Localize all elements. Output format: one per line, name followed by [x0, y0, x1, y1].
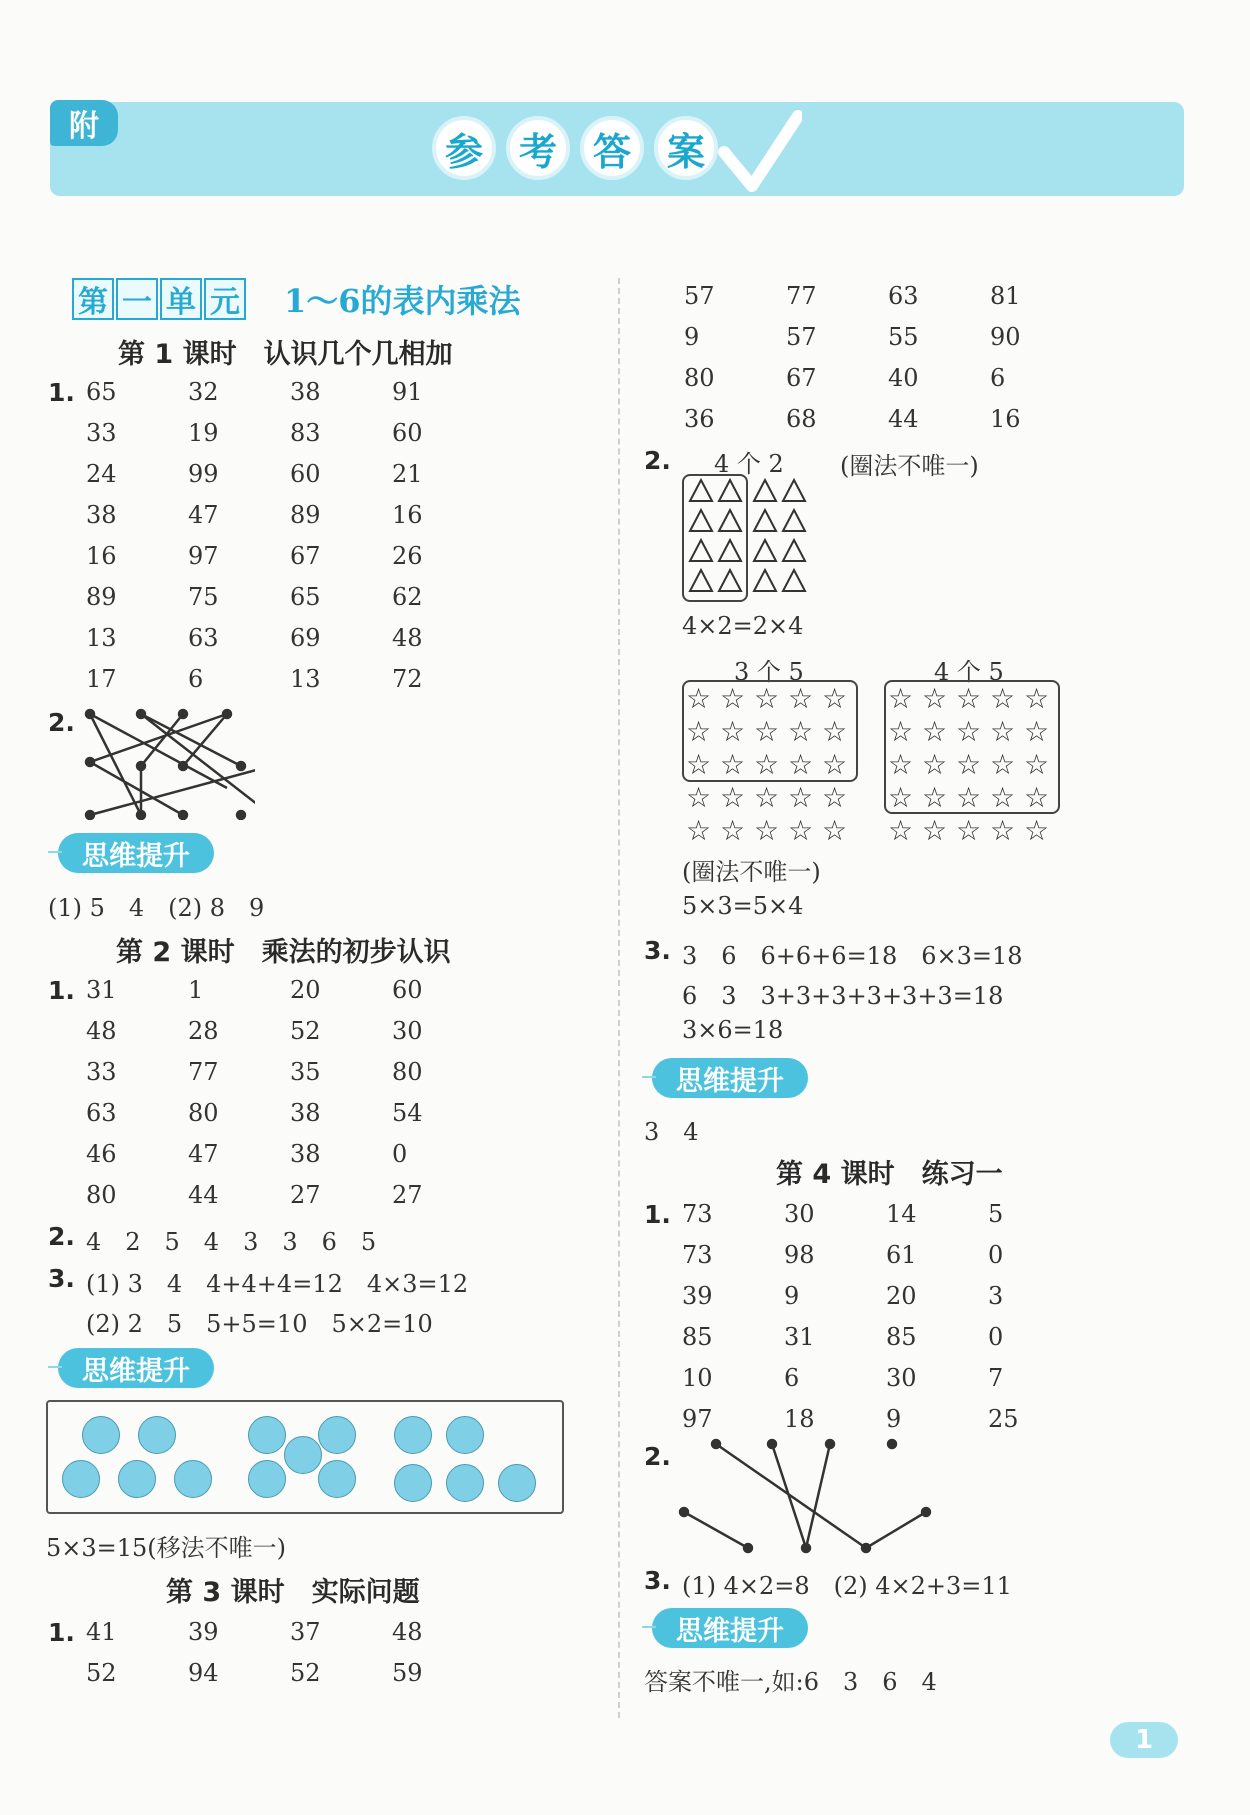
circle-ball — [174, 1460, 212, 1498]
triangle-icon — [752, 508, 778, 534]
answer-cell: 17 — [86, 665, 117, 693]
answer-cell: 85 — [886, 1323, 917, 1351]
star-icon: ☆ — [788, 814, 814, 847]
answer-cell: 6 — [784, 1364, 800, 1392]
answer-cell: 9 — [886, 1405, 902, 1433]
title-char: 案 — [654, 116, 718, 180]
lesson3-q3-line3: 3×6=18 — [682, 1016, 784, 1044]
lesson3-q2-label-b: 4 个 5 — [934, 658, 1004, 686]
circle-ball — [498, 1464, 536, 1502]
triangle-icon — [717, 538, 743, 564]
answer-cell: 72 — [392, 665, 423, 693]
star-icon: ☆ — [990, 682, 1016, 715]
answer-cell: 13 — [290, 665, 321, 693]
answer-cell: 0 — [988, 1241, 1004, 1269]
answer-cell: 33 — [86, 419, 117, 447]
answer-cell: 18 — [784, 1405, 815, 1433]
lesson2-q3-line2: (2) 2 5 5+5=10 5×2=10 — [86, 1310, 433, 1338]
answer-cell: 30 — [784, 1200, 815, 1228]
answer-cell: 67 — [786, 364, 817, 392]
answer-cell: 52 — [290, 1659, 321, 1687]
lesson2-q2-answer: 4 2 5 4 3 3 6 5 — [86, 1228, 377, 1256]
answer-cell: 36 — [684, 405, 715, 433]
triangle-icon — [688, 568, 714, 594]
lesson4-q3-number: 3. — [644, 1566, 671, 1595]
unit-label-char: 元 — [204, 278, 246, 320]
answer-cell: 54 — [392, 1099, 423, 1127]
answer-cell: 98 — [784, 1241, 815, 1269]
answer-cell: 41 — [86, 1618, 117, 1646]
answer-cell: 65 — [86, 378, 117, 406]
triangle-icon — [688, 478, 714, 504]
lesson3-q2-note2: (圈法不唯一) — [682, 858, 821, 886]
title-char: 答 — [580, 116, 644, 180]
star-icon: ☆ — [686, 715, 712, 748]
lesson2-q2-number: 2. — [48, 1222, 75, 1251]
circle-ball — [446, 1464, 484, 1502]
answer-cell: 52 — [290, 1017, 321, 1045]
lesson1-title: 第 1 课时 认识几个几相加 — [118, 339, 453, 370]
lesson3-q2-equation2: 5×3=5×4 — [682, 892, 804, 920]
star-icon: ☆ — [720, 814, 746, 847]
answer-cell: 30 — [392, 1017, 423, 1045]
answer-cell: 63 — [86, 1099, 117, 1127]
circle-ball — [82, 1416, 120, 1454]
star-icon: ☆ — [922, 814, 948, 847]
lesson3-q2-equation: 4×2=2×4 — [682, 612, 804, 640]
unit-label-char: 一 — [116, 278, 158, 320]
triangle-icon — [752, 538, 778, 564]
answer-cell: 62 — [392, 583, 423, 611]
lesson1-q2-number: 2. — [48, 708, 75, 737]
answer-cell: 44 — [188, 1181, 219, 1209]
lesson4-think-badge: 思维提升 — [652, 1608, 808, 1648]
lesson4-matching-diagram — [670, 1430, 940, 1560]
circle-ball — [394, 1416, 432, 1454]
answer-cell: 28 — [188, 1017, 219, 1045]
answer-cell: 16 — [86, 542, 117, 570]
answer-cell: 89 — [86, 583, 117, 611]
star-icon: ☆ — [686, 781, 712, 814]
star-icon: ☆ — [1024, 715, 1050, 748]
answer-cell: 35 — [290, 1058, 321, 1086]
lesson3-q2-number: 2. — [644, 446, 671, 475]
star-icon: ☆ — [720, 748, 746, 781]
answer-cell: 0 — [988, 1323, 1004, 1351]
answer-cell: 67 — [290, 542, 321, 570]
star-icon: ☆ — [822, 715, 848, 748]
lesson3-think-answer: 3 4 — [644, 1118, 699, 1146]
page-title — [432, 116, 718, 180]
star-icon: ☆ — [956, 814, 982, 847]
answer-cell: 48 — [86, 1017, 117, 1045]
star-icon: ☆ — [888, 748, 914, 781]
answer-cell: 6 — [188, 665, 204, 693]
star-icon: ☆ — [1024, 682, 1050, 715]
lesson3-q3-number: 3. — [644, 936, 671, 965]
triangle-icon — [717, 568, 743, 594]
answer-cell: 26 — [392, 542, 423, 570]
circle-ball — [394, 1464, 432, 1502]
lesson1-q1-number: 1. — [48, 378, 75, 407]
answer-cell: 47 — [188, 1140, 219, 1168]
star-icon: ☆ — [922, 748, 948, 781]
star-icon: ☆ — [822, 781, 848, 814]
circle-ball — [118, 1460, 156, 1498]
star-icon: ☆ — [956, 781, 982, 814]
answer-cell: 9 — [784, 1282, 800, 1310]
star-icon: ☆ — [788, 682, 814, 715]
answer-cell: 3 — [988, 1282, 1004, 1310]
star-icon: ☆ — [822, 814, 848, 847]
lesson4-title: 第 4 课时 练习一 — [776, 1159, 1003, 1190]
title-char: 参 — [432, 116, 496, 180]
triangle-icon — [688, 538, 714, 564]
star-icon: ☆ — [888, 682, 914, 715]
lesson3-q2-note: (圈法不唯一) — [840, 452, 979, 480]
circle-ball — [138, 1416, 176, 1454]
answer-cell: 90 — [990, 323, 1021, 351]
star-icon: ☆ — [922, 781, 948, 814]
lesson1-think-badge: 思维提升 — [58, 833, 214, 873]
answer-cell: 48 — [392, 624, 423, 652]
triangle-icon — [752, 568, 778, 594]
answer-cell: 99 — [188, 460, 219, 488]
answer-cell: 94 — [188, 1659, 219, 1687]
answer-cell: 14 — [886, 1200, 917, 1228]
check-mark-icon — [718, 110, 802, 196]
title-char: 考 — [506, 116, 570, 180]
answer-cell: 6 — [990, 364, 1006, 392]
lesson3-q3-line2: 6 3 3+3+3+3+3+3=18 — [682, 982, 1004, 1010]
answer-cell: 27 — [392, 1181, 423, 1209]
answer-cell: 63 — [888, 282, 919, 310]
answer-cell: 37 — [290, 1618, 321, 1646]
star-icon: ☆ — [1024, 748, 1050, 781]
lesson3-title: 第 3 课时 实际问题 — [166, 1577, 420, 1608]
answer-cell: 5 — [988, 1200, 1004, 1228]
answer-cell: 9 — [684, 323, 700, 351]
answer-cell: 81 — [990, 282, 1021, 310]
answer-cell: 69 — [290, 624, 321, 652]
star-icon: ☆ — [754, 814, 780, 847]
answer-cell: 16 — [990, 405, 1021, 433]
star-icon: ☆ — [888, 814, 914, 847]
answer-cell: 21 — [392, 460, 423, 488]
lesson4-q3-answer: (1) 4×2=8 (2) 4×2+3=11 — [682, 1572, 1012, 1600]
star-icon: ☆ — [990, 814, 1016, 847]
answer-cell: 52 — [86, 1659, 117, 1687]
lesson3-q2-label: 4 个 2 — [714, 450, 784, 478]
star-icon: ☆ — [788, 715, 814, 748]
circle-ball — [318, 1460, 356, 1498]
star-icon: ☆ — [822, 748, 848, 781]
answer-cell: 60 — [392, 419, 423, 447]
column-divider — [618, 278, 620, 1718]
circle-ball — [62, 1460, 100, 1498]
lesson2-q1-number: 1. — [48, 976, 75, 1005]
answer-cell: 38 — [290, 1099, 321, 1127]
answer-cell: 40 — [888, 364, 919, 392]
star-icon: ☆ — [1024, 814, 1050, 847]
answer-cell: 73 — [682, 1241, 713, 1269]
circle-ball — [284, 1436, 322, 1474]
star-icon: ☆ — [888, 715, 914, 748]
answer-cell: 7 — [988, 1364, 1004, 1392]
answer-cell: 60 — [290, 460, 321, 488]
answer-cell: 83 — [290, 419, 321, 447]
answer-cell: 59 — [392, 1659, 423, 1687]
circle-ball — [446, 1416, 484, 1454]
answer-cell: 63 — [188, 624, 219, 652]
star-icon: ☆ — [1024, 781, 1050, 814]
star-icon: ☆ — [822, 682, 848, 715]
answer-cell: 73 — [682, 1200, 713, 1228]
lesson4-think-answer: 答案不唯一,如:6 3 6 4 — [644, 1668, 937, 1696]
answer-cell: 44 — [888, 405, 919, 433]
unit-label — [72, 278, 246, 320]
answer-cell: 24 — [86, 460, 117, 488]
star-icon: ☆ — [754, 748, 780, 781]
star-icon: ☆ — [686, 682, 712, 715]
answer-cell: 38 — [86, 501, 117, 529]
lesson2-think-answer: 5×3=15(移法不唯一) — [46, 1534, 287, 1562]
star-icon: ☆ — [990, 781, 1016, 814]
answer-cell: 10 — [682, 1364, 713, 1392]
star-icon: ☆ — [922, 715, 948, 748]
answer-cell: 30 — [886, 1364, 917, 1392]
answer-cell: 85 — [682, 1323, 713, 1351]
answer-cell: 16 — [392, 501, 423, 529]
answer-cell: 38 — [290, 378, 321, 406]
star-icon: ☆ — [956, 748, 982, 781]
triangle-icon — [717, 508, 743, 534]
answer-cell: 48 — [392, 1618, 423, 1646]
lesson4-q2-number: 2. — [644, 1442, 671, 1471]
answer-cell: 80 — [392, 1058, 423, 1086]
star-icon: ☆ — [686, 748, 712, 781]
lesson3-q1-number: 1. — [48, 1618, 75, 1647]
lesson3-q2-label-a: 3 个 5 — [734, 658, 804, 686]
answer-cell: 32 — [188, 378, 219, 406]
lesson2-q3-line1: (1) 3 4 4+4+4=12 4×3=12 — [86, 1270, 469, 1298]
lesson3-q3-line1: 3 6 6+6+6=18 6×3=18 — [682, 942, 1023, 970]
triangle-icon — [781, 508, 807, 534]
lesson2-think-badge: 思维提升 — [58, 1348, 214, 1388]
answer-cell: 39 — [682, 1282, 713, 1310]
star-icon: ☆ — [990, 748, 1016, 781]
answer-cell: 97 — [188, 542, 219, 570]
triangle-icon — [781, 568, 807, 594]
triangle-icon — [752, 478, 778, 504]
answer-cell: 65 — [290, 583, 321, 611]
circle-ball — [318, 1416, 356, 1454]
lesson3-think-badge: 思维提升 — [652, 1058, 808, 1098]
lesson2-circle-diagram — [46, 1400, 564, 1514]
star-icon: ☆ — [686, 814, 712, 847]
circle-ball — [248, 1460, 286, 1498]
answer-cell: 0 — [392, 1140, 408, 1168]
star-icon: ☆ — [720, 715, 746, 748]
unit-label-char: 单 — [160, 278, 202, 320]
answer-cell: 47 — [188, 501, 219, 529]
star-icon: ☆ — [788, 748, 814, 781]
lesson2-q3-number: 3. — [48, 1264, 75, 1293]
unit-label-char: 第 — [72, 278, 114, 320]
answer-cell: 89 — [290, 501, 321, 529]
star-icon: ☆ — [956, 682, 982, 715]
triangle-icon — [717, 478, 743, 504]
triangle-icon — [688, 508, 714, 534]
answer-cell: 13 — [86, 624, 117, 652]
answer-cell: 20 — [290, 976, 321, 1004]
answer-cell: 80 — [86, 1181, 117, 1209]
answer-cell: 25 — [988, 1405, 1019, 1433]
lesson2-title: 第 2 课时 乘法的初步认识 — [116, 937, 451, 968]
answer-cell: 55 — [888, 323, 919, 351]
answer-cell: 80 — [188, 1099, 219, 1127]
answer-cell: 1 — [188, 976, 204, 1004]
answer-cell: 77 — [188, 1058, 219, 1086]
answer-cell: 31 — [86, 976, 117, 1004]
star-icon: ☆ — [888, 781, 914, 814]
answer-cell: 60 — [392, 976, 423, 1004]
star-icon: ☆ — [788, 781, 814, 814]
answer-cell: 80 — [684, 364, 715, 392]
answer-cell: 68 — [786, 405, 817, 433]
lesson4-q1-number: 1. — [644, 1200, 671, 1229]
answer-cell: 39 — [188, 1618, 219, 1646]
answer-cell: 33 — [86, 1058, 117, 1086]
star-icon: ☆ — [754, 715, 780, 748]
answer-cell: 20 — [886, 1282, 917, 1310]
answer-cell: 77 — [786, 282, 817, 310]
star-icon: ☆ — [922, 682, 948, 715]
lesson1-think-answer: (1) 5 4 (2) 8 9 — [48, 894, 265, 922]
answer-cell: 46 — [86, 1140, 117, 1168]
answer-cell: 57 — [684, 282, 715, 310]
star-icon: ☆ — [956, 715, 982, 748]
star-icon: ☆ — [720, 682, 746, 715]
lesson1-matching-diagram — [80, 700, 255, 820]
page-number: 1 — [1110, 1722, 1178, 1758]
appendix-tag: 附 — [50, 100, 118, 146]
answer-cell: 38 — [290, 1140, 321, 1168]
star-icon: ☆ — [754, 682, 780, 715]
answer-cell: 97 — [682, 1405, 713, 1433]
star-icon: ☆ — [990, 715, 1016, 748]
answer-cell: 27 — [290, 1181, 321, 1209]
star-icon: ☆ — [754, 781, 780, 814]
answer-cell: 61 — [886, 1241, 917, 1269]
triangle-icon — [781, 478, 807, 504]
answer-cell: 19 — [188, 419, 219, 447]
unit-name: 1～6的表内乘法 — [284, 282, 521, 320]
circle-ball — [248, 1416, 286, 1454]
answer-cell: 75 — [188, 583, 219, 611]
answer-cell: 57 — [786, 323, 817, 351]
triangle-icon — [781, 538, 807, 564]
answer-cell: 91 — [392, 378, 423, 406]
star-icon: ☆ — [720, 781, 746, 814]
answer-cell: 31 — [784, 1323, 815, 1351]
